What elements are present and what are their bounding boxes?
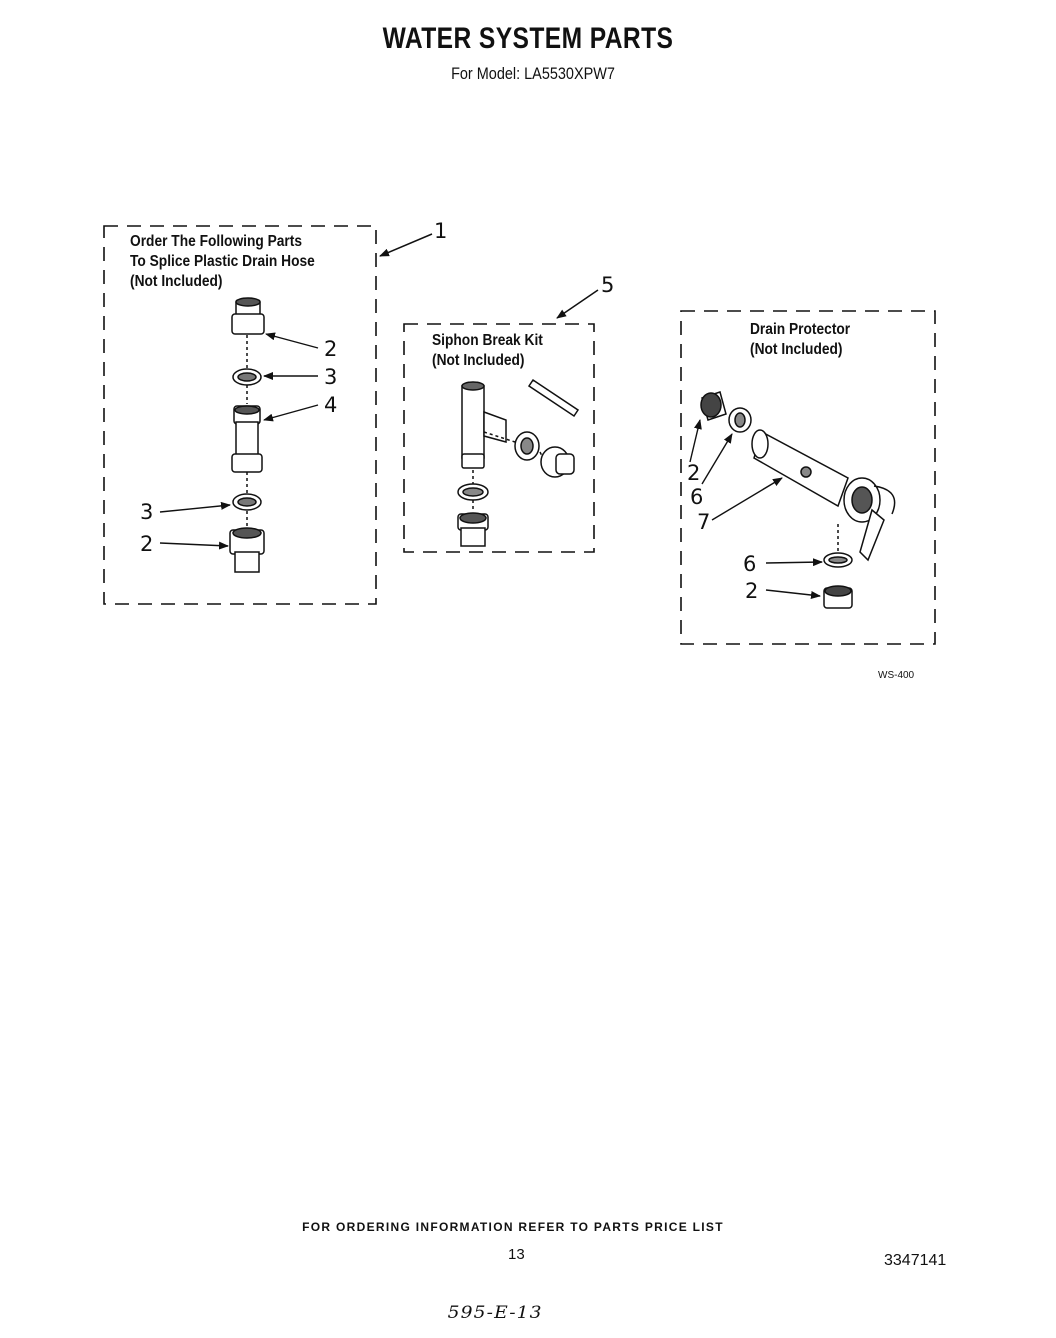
part-number: 3347141 — [884, 1252, 947, 1269]
page-number: 13 — [508, 1246, 525, 1263]
callout-splice-2-bottom: 2 — [140, 532, 154, 556]
figure-code: WS-400 — [878, 670, 915, 681]
ordering-footer: FOR ORDERING INFORMATION REFER TO PARTS PRICE LIST — [302, 1220, 724, 1234]
callout-splice-3-bottom: 3 — [140, 500, 154, 524]
siphon-kit-label-line-1: Siphon Break Kit — [432, 332, 543, 349]
callout-splice-3-top: 3 — [324, 365, 338, 389]
drain-protector-label-line-2: (Not Included) — [750, 341, 843, 358]
connector — [232, 406, 262, 472]
callout-5: 5 — [601, 273, 615, 297]
drain-protector-label-line-1: Drain Protector — [750, 321, 851, 338]
drain-protector-label — [750, 320, 850, 360]
adapter-top — [232, 298, 264, 334]
callout-drain-6-bottom: 6 — [743, 552, 757, 576]
callout-1: 1 — [434, 219, 448, 243]
splice-parts — [230, 298, 264, 572]
callout-splice-2-top: 2 — [324, 337, 338, 361]
splice-kit-label — [130, 232, 315, 292]
clamp-bottom — [233, 494, 261, 510]
callout-splice-4: 4 — [324, 393, 338, 417]
callout-drain-2-bottom: 2 — [745, 579, 759, 603]
callout-drain-6-top: 6 — [690, 485, 704, 509]
model-subtitle: For Model: LA5530XPW7 — [451, 64, 615, 83]
adapter-bottom — [230, 528, 264, 572]
splice-kit-label-line-1: Order The Following Parts — [130, 233, 303, 250]
clamp-top — [233, 369, 261, 385]
drain-protector-parts — [701, 392, 895, 608]
page-title: WATER SYSTEM PARTS — [382, 22, 674, 55]
siphon-kit-label-line-2: (Not Included) — [432, 352, 525, 369]
splice-kit-label-line-2: To Splice Plastic Drain Hose — [130, 253, 315, 270]
splice-kit-label-line-3: (Not Included) — [130, 273, 223, 290]
siphon-parts — [458, 380, 578, 546]
callout-5-arrow — [557, 290, 598, 318]
siphon-kit-label — [432, 331, 543, 371]
handwritten-note: 595-E-13 — [447, 1303, 543, 1323]
callout-drain-2-top: 2 — [687, 461, 701, 485]
callout-drain-7: 7 — [697, 510, 711, 534]
callout-1-arrow — [380, 234, 432, 256]
